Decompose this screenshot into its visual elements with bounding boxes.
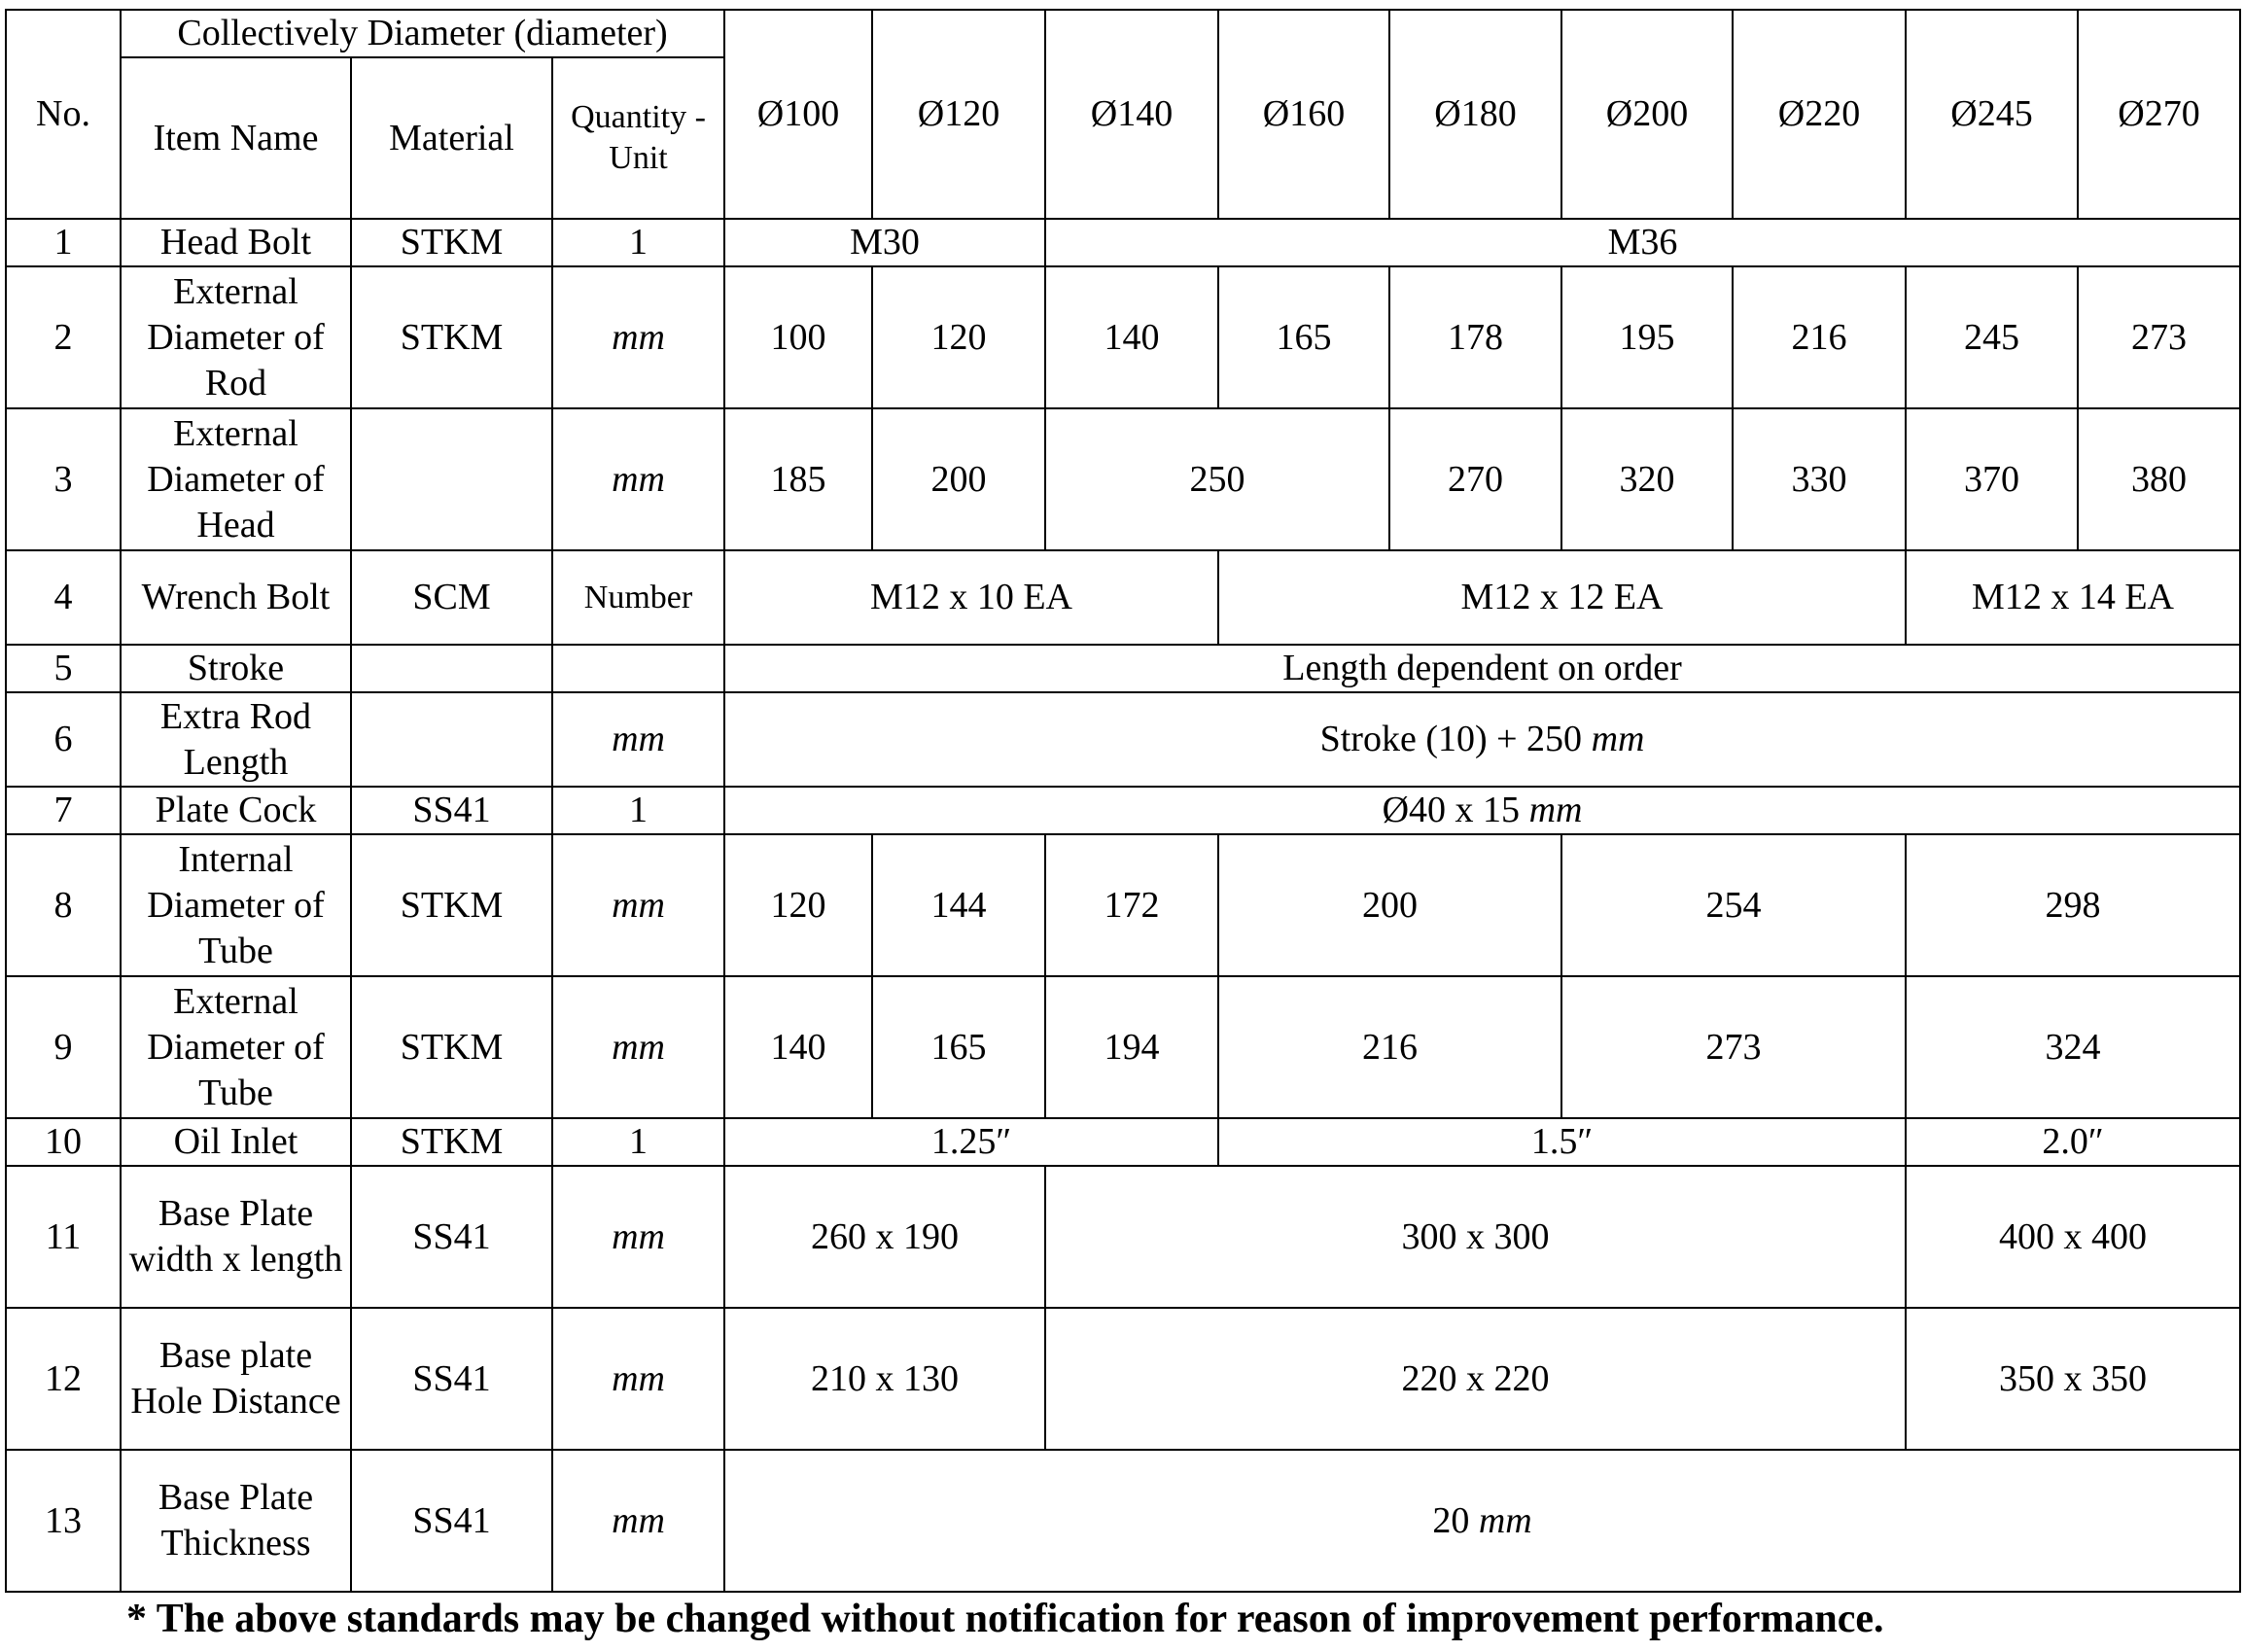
value-text: M30 — [850, 222, 920, 263]
header-no: No. — [6, 10, 121, 219]
value-cell — [724, 976, 872, 1118]
value-text: 200 — [930, 458, 987, 500]
value-text: M12 x 14 EA — [1972, 577, 2174, 617]
value-cell — [1218, 266, 1389, 408]
material — [351, 692, 552, 787]
value-text: 2.0″ — [2042, 1121, 2104, 1162]
value-text: Length dependent on order — [1282, 648, 1682, 688]
value-text: 380 — [2131, 458, 2188, 500]
table-row — [6, 550, 2240, 645]
value-text: 400 x 400 — [1999, 1215, 2148, 1257]
header-diameter: Ø270 — [2078, 10, 2240, 219]
value-cell — [2078, 266, 2240, 408]
header-quantity-unit: Quantity -Unit — [552, 57, 724, 219]
item-name: Oil Inlet — [121, 1118, 351, 1166]
material: SS41 — [351, 1450, 552, 1592]
value-cell — [2078, 408, 2240, 550]
value-cell — [1045, 834, 1218, 976]
material — [351, 645, 552, 692]
value-cell — [1906, 834, 2240, 976]
value-text: 220 x 220 — [1401, 1357, 1550, 1399]
header-diameter: Ø160 — [1218, 10, 1389, 219]
value-text: 140 — [770, 1026, 826, 1068]
value-text: 216 — [1362, 1026, 1419, 1068]
value-text: M12 x 12 EA — [1460, 577, 1664, 617]
header-diameter: Ø220 — [1733, 10, 1906, 219]
row-number: 3 — [6, 408, 121, 550]
value-text: 195 — [1619, 316, 1675, 358]
row-number: 4 — [6, 550, 121, 645]
value-text: 324 — [2045, 1026, 2101, 1068]
value-text: Stroke (10) + 250 — [1319, 719, 1583, 759]
table-row — [6, 1308, 2240, 1450]
value-text: 172 — [1104, 884, 1160, 926]
value-text: M36 — [1607, 222, 1678, 263]
quantity-unit: mm — [552, 692, 724, 787]
value-text: 200 — [1362, 884, 1419, 926]
value-cell — [724, 408, 872, 550]
item-name: Base plate Hole Distance — [121, 1308, 351, 1450]
row-number: 7 — [6, 787, 121, 834]
item-name: External Diameter of Head — [121, 408, 351, 550]
value-unit: mm — [1528, 790, 1583, 830]
material: SCM — [351, 550, 552, 645]
row-number: 8 — [6, 834, 121, 976]
quantity-unit — [552, 645, 724, 692]
value-cell — [1906, 976, 2240, 1118]
row-number: 6 — [6, 692, 121, 787]
quantity-unit: mm — [552, 1166, 724, 1308]
value-cell — [872, 408, 1045, 550]
value-text: 100 — [770, 316, 826, 358]
value-cell — [1561, 266, 1733, 408]
material: STKM — [351, 1118, 552, 1166]
item-name: Head Bolt — [121, 219, 351, 266]
value-text: 320 — [1619, 458, 1675, 500]
table-row — [6, 834, 2240, 976]
row-number: 11 — [6, 1166, 121, 1308]
value-text: 120 — [770, 884, 826, 926]
value-unit: mm — [1591, 719, 1645, 759]
value-cell — [724, 266, 872, 408]
value-cell — [1733, 408, 1906, 550]
value-text: 245 — [1964, 316, 2020, 358]
row-number: 2 — [6, 266, 121, 408]
value-cell — [1218, 834, 1561, 976]
value-cell — [1045, 976, 1218, 1118]
row-number: 10 — [6, 1118, 121, 1166]
value-text: 298 — [2045, 884, 2101, 926]
value-cell — [1561, 408, 1733, 550]
value-cell — [1906, 408, 2078, 550]
value-cell — [724, 1118, 1218, 1166]
quantity-unit: mm — [552, 408, 724, 550]
item-name: Plate Cock — [121, 787, 351, 834]
value-text: 1.25″ — [930, 1121, 1012, 1162]
item-name: Extra Rod Length — [121, 692, 351, 787]
table-row — [6, 692, 2240, 787]
item-name: Wrench Bolt — [121, 550, 351, 645]
header-diameter: Ø245 — [1906, 10, 2078, 219]
value-cell — [1906, 1118, 2240, 1166]
header-group: Collectively Diameter (diameter) — [121, 10, 724, 57]
value-cell — [724, 1308, 1045, 1450]
value-text: 370 — [1964, 458, 2020, 500]
quantity-unit: Number — [552, 550, 724, 645]
quantity-unit: mm — [552, 976, 724, 1118]
item-name: Internal Diameter of Tube — [121, 834, 351, 976]
value-cell — [1561, 976, 1906, 1118]
value-text: 300 x 300 — [1401, 1215, 1550, 1257]
quantity-unit: mm — [552, 1450, 724, 1592]
value-cell — [1218, 976, 1561, 1118]
header-diameter: Ø140 — [1045, 10, 1218, 219]
material: SS41 — [351, 1308, 552, 1450]
value-text: 194 — [1104, 1026, 1160, 1068]
item-name: Base Plate width x length — [121, 1166, 351, 1308]
value-text: 140 — [1104, 316, 1160, 358]
value-cell — [872, 976, 1045, 1118]
item-name: External Diameter of Rod — [121, 266, 351, 408]
material: SS41 — [351, 787, 552, 834]
header-diameter: Ø100 — [724, 10, 872, 219]
header-material: Material — [351, 57, 552, 219]
spec-table — [5, 9, 2241, 1593]
row-number: 1 — [6, 219, 121, 266]
value-text: 260 x 190 — [811, 1215, 960, 1257]
table-row — [6, 266, 2240, 408]
quantity-unit: mm — [552, 266, 724, 408]
value-text: 1.5″ — [1530, 1121, 1594, 1162]
value-cell — [1045, 1308, 1906, 1450]
material — [351, 408, 552, 550]
table-row — [6, 408, 2240, 550]
material: STKM — [351, 219, 552, 266]
material: STKM — [351, 266, 552, 408]
table-row — [6, 1166, 2240, 1308]
value-text: 330 — [1791, 458, 1847, 500]
value-cell — [1906, 550, 2240, 645]
quantity-unit: mm — [552, 1308, 724, 1450]
material: STKM — [351, 976, 552, 1118]
value-text: 144 — [930, 884, 987, 926]
quantity-unit: 1 — [552, 1118, 724, 1166]
value-cell — [724, 692, 2240, 787]
value-cell — [1045, 219, 2240, 266]
value-cell — [1218, 1118, 1906, 1166]
row-number: 12 — [6, 1308, 121, 1450]
quantity-unit: 1 — [552, 787, 724, 834]
value-cell — [1218, 550, 1906, 645]
row-number: 5 — [6, 645, 121, 692]
item-name: External Diameter of Tube — [121, 976, 351, 1118]
value-text: 270 — [1448, 458, 1504, 500]
table-row — [6, 219, 2240, 266]
value-text: Ø40 x 15 — [1382, 790, 1521, 830]
value-text: 20 — [1432, 1499, 1470, 1541]
value-text: M12 x 10 EA — [870, 577, 1072, 617]
value-cell — [1906, 266, 2078, 408]
value-cell — [1906, 1166, 2240, 1308]
value-cell — [1045, 266, 1218, 408]
value-cell — [724, 550, 1218, 645]
quantity-unit: 1 — [552, 219, 724, 266]
table-row — [6, 1450, 2240, 1592]
spec-body — [6, 219, 2240, 1592]
header-row-top — [6, 10, 2240, 57]
value-text: 216 — [1791, 316, 1847, 358]
table-row — [6, 1118, 2240, 1166]
value-cell — [1045, 408, 1389, 550]
table-row — [6, 976, 2240, 1118]
value-cell — [1561, 834, 1906, 976]
value-cell — [1733, 266, 1906, 408]
value-unit: mm — [1478, 1499, 1532, 1541]
value-text: 273 — [2131, 316, 2188, 358]
value-text: 254 — [1705, 884, 1762, 926]
value-text: 250 — [1189, 458, 1245, 500]
item-name: Base Plate Thickness — [121, 1450, 351, 1592]
value-cell — [872, 834, 1045, 976]
value-cell — [1045, 1166, 1906, 1308]
value-text: 165 — [930, 1026, 987, 1068]
value-cell — [1389, 408, 1561, 550]
header-diameter: Ø120 — [872, 10, 1045, 219]
value-cell — [1906, 1308, 2240, 1450]
footnote: * The above standards may be changed without notification for reason of improvement performance. — [126, 1597, 1884, 1641]
value-cell — [872, 266, 1045, 408]
value-cell — [724, 1450, 2240, 1592]
material: STKM — [351, 834, 552, 976]
value-cell — [724, 787, 2240, 834]
value-text: 178 — [1448, 316, 1504, 358]
row-number: 9 — [6, 976, 121, 1118]
header-diameter: Ø180 — [1389, 10, 1561, 219]
table-row — [6, 645, 2240, 692]
value-cell — [1389, 266, 1561, 408]
material: SS41 — [351, 1166, 552, 1308]
item-name: Stroke — [121, 645, 351, 692]
header-diameter: Ø200 — [1561, 10, 1733, 219]
table-row — [6, 787, 2240, 834]
value-cell — [724, 219, 1045, 266]
value-text: 120 — [930, 316, 987, 358]
value-text: 210 x 130 — [811, 1357, 960, 1399]
value-text: 350 x 350 — [1999, 1357, 2148, 1399]
value-cell — [724, 645, 2240, 692]
header-item-name: Item Name — [121, 57, 351, 219]
row-number: 13 — [6, 1450, 121, 1592]
value-text: 165 — [1276, 316, 1332, 358]
value-text: 185 — [770, 458, 826, 500]
quantity-unit: mm — [552, 834, 724, 976]
value-text: 273 — [1705, 1026, 1762, 1068]
value-cell — [724, 1166, 1045, 1308]
value-cell — [724, 834, 872, 976]
